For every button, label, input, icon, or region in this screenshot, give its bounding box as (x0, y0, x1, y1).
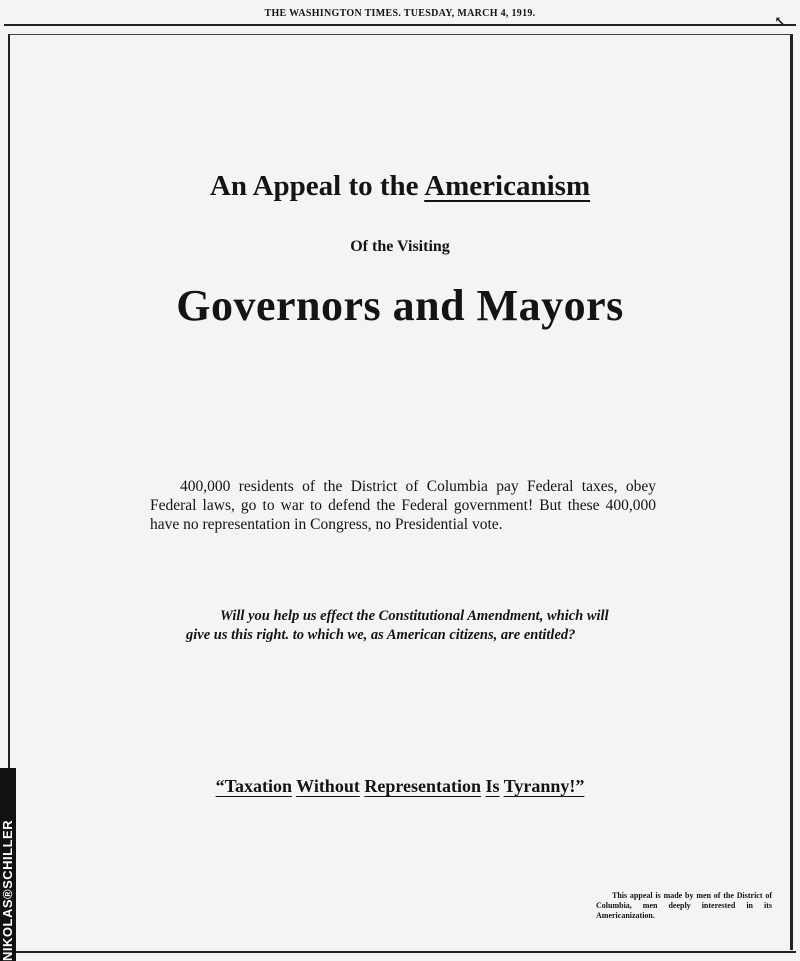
ad-headline (0, 170, 800, 203)
newspaper-masthead: THE WASHINGTON TIMES. TUESDAY, MARCH 4, 1919. (264, 8, 536, 19)
masthead-rule (4, 24, 796, 26)
footnote-text: This appeal is made by men of the District of Columbia, men deeply interested in its Americanization. (596, 891, 772, 920)
page-corner-mark: ↖ (774, 15, 786, 30)
ad-body-paragraph (150, 477, 656, 534)
slogan-word: Is (485, 776, 500, 796)
slogan-word: Without (296, 776, 360, 796)
ad-appeal (186, 607, 618, 645)
ad-main-heading: Governors and Mayors (176, 281, 624, 330)
headline-prefix: An Appeal to the (209, 170, 419, 202)
body-text: 400,000 residents of the District of Columbia pay Federal taxes, obey Federal laws, go to war to defend the Federal government! But these 400,000 have no representation in Congress, no Presidential vote. (150, 478, 656, 533)
slogan-word: Tyranny!” (503, 776, 585, 796)
ad-slogan (0, 776, 800, 797)
appeal-text: Will you help us effect the Constitutional Amendment, which will give us this right. to which we, as American citizens, are entitled? (186, 608, 609, 643)
ad-footnote (596, 891, 772, 921)
ad-subhead: Of the Visiting (350, 238, 450, 255)
slogan-word: Representation (364, 776, 481, 796)
watermark-text: NIKOLAS®SCHILLER (0, 819, 15, 961)
bottom-rule (4, 951, 796, 953)
watermark (0, 768, 16, 961)
headline-underlined: Americanism (424, 170, 591, 202)
slogan-word: “Taxation (215, 776, 292, 796)
